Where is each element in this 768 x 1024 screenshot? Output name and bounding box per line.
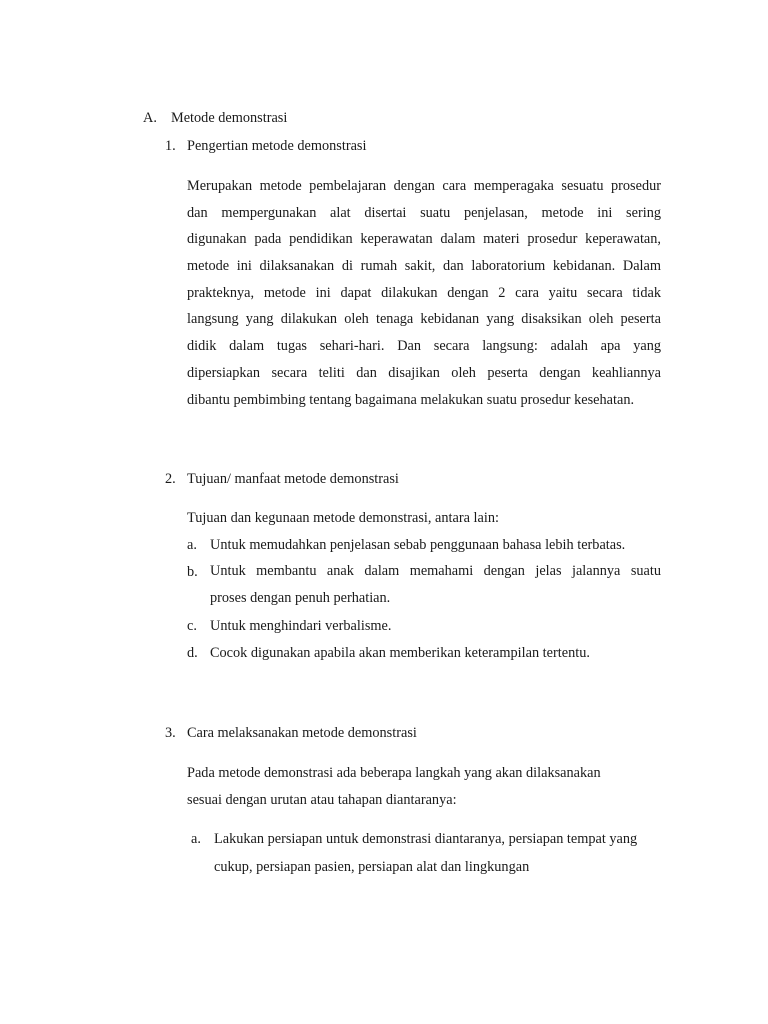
list-item-marker: a. xyxy=(187,537,197,553)
paragraph-line: didik dalam tugas sehari-hari. Dan secara langsung: adalah apa yang xyxy=(187,338,661,355)
list-item-marker: c. xyxy=(187,618,197,634)
paragraph-line: dipersiapkan secara teliti dan disajikan oleh peserta dengan keahliannya xyxy=(187,364,661,381)
list-item-text: Cocok digunakan apabila akan memberikan keterampilan tertentu. xyxy=(210,645,590,661)
paragraph-line: dan mempergunakan alat disertai suatu penjelasan, metode ini sering xyxy=(187,204,661,221)
list-item-line: Untuk membantu anak dalam memahami dengan jelas jalannya suatu xyxy=(210,563,661,579)
subsection-2-number: 2. xyxy=(165,471,176,487)
paragraph-line: prakteknya, metode ini dapat dilakukan dengan 2 cara yaitu secara tidak xyxy=(187,284,661,301)
subsection-2-intro: Tujuan dan kegunaan metode demonstrasi, antara lain: xyxy=(187,510,499,526)
list-item-text: Untuk memudahkan penjelasan sebab penggunaan bahasa lebih terbatas. xyxy=(210,537,626,553)
list-item-text xyxy=(210,558,661,611)
list-item-text: Untuk menghindari verbalisme. xyxy=(210,618,392,634)
paragraph-line: Merupakan metode pembelajaran dengan cara memperagaka sesuatu prosedur xyxy=(187,178,661,194)
subsection-1-title: Pengertian metode demonstrasi xyxy=(187,138,367,154)
section-marker: A. xyxy=(143,110,157,126)
subsection-3-intro-line: Pada metode demonstrasi ada beberapa langkah yang akan dilaksanakan xyxy=(187,765,601,781)
subsection-1-number: 1. xyxy=(165,138,176,154)
list-item-line: proses dengan penuh perhatian. xyxy=(210,589,391,606)
list-item-text: Lakukan persiapan untuk demonstrasi diantaranya, persiapan tempat yang xyxy=(214,831,638,847)
subsection-3-number: 3. xyxy=(165,725,176,741)
list-item-marker: a. xyxy=(191,831,201,847)
subsection-3-intro-line: sesuai dengan urutan atau tahapan diantaranya: xyxy=(187,792,457,808)
list-item-marker: b. xyxy=(187,564,198,580)
paragraph-line: dibantu pembimbing tentang bagaimana melakukan suatu prosedur kesehatan. xyxy=(187,391,635,408)
list-item-marker: d. xyxy=(187,645,198,661)
paragraph-line: metode ini dilaksanakan di rumah sakit, dan laboratorium kebidanan. Dalam xyxy=(187,258,661,275)
paragraph-line: langsung yang dilakukan oleh tenaga kebidanan yang disaksikan oleh peserta xyxy=(187,311,661,328)
paragraph-line: digunakan pada pendidikan keperawatan dalam materi prosedur keperawatan, xyxy=(187,231,661,248)
list-item-text: cukup, persiapan pasien, persiapan alat dan lingkungan xyxy=(214,859,530,875)
subsection-2-title: Tujuan/ manfaat metode demonstrasi xyxy=(187,471,399,487)
subsection-3-title: Cara melaksanakan metode demonstrasi xyxy=(187,725,417,741)
section-title: Metode demonstrasi xyxy=(171,110,288,126)
subsection-1-paragraph xyxy=(187,173,661,413)
